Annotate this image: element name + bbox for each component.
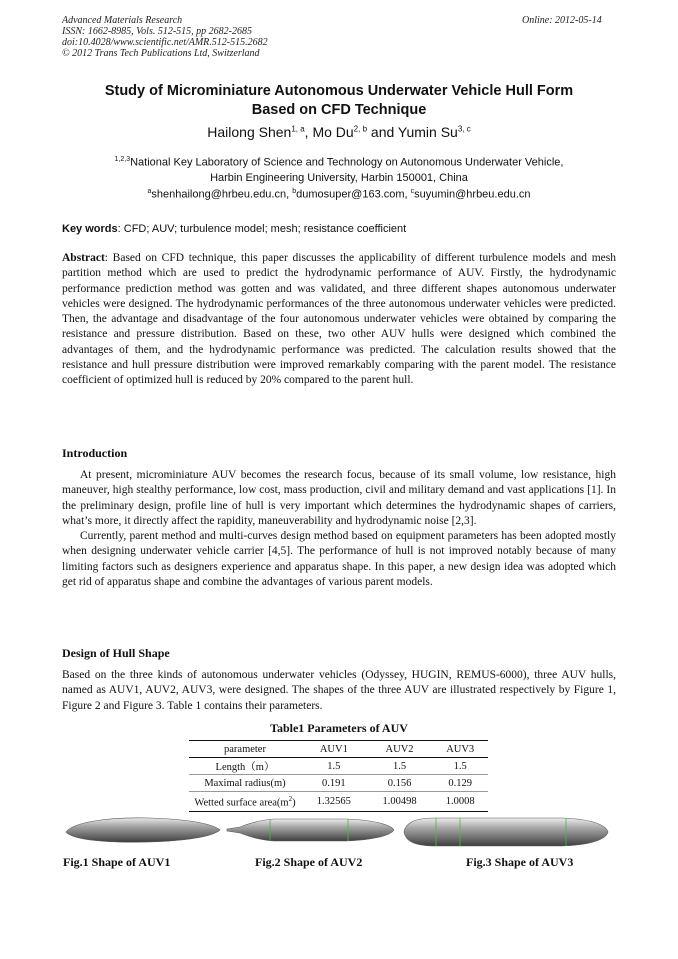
figure-caption: Fig.3 Shape of AUV3: [466, 855, 574, 869]
column-header: AUV1: [301, 741, 367, 758]
table-cell: Length（m）: [189, 758, 301, 775]
introduction-body: [62, 468, 616, 590]
table-cell: Wetted surface $area(m^2)$: [189, 792, 301, 812]
design-heading: Design of Hull Shape: [62, 646, 170, 660]
column-header: AUV3: [432, 741, 488, 758]
issn: ISSN: 1662-8985, Vols. 512-515, pp 2682-2685: [62, 26, 252, 37]
email-link[interactable]: shenhailong@hrbeu.edu.cn,: [151, 188, 290, 201]
paragraph: Currently, parent method and multi-curves design method based on equipment parameters has been adopted mostly when designing underwater vehicle carrier [4,5]. The performance of hull is not improved notably because of many limiting factors such as designers experience and apparatus shape. In this paper, a new design idea was adopted which get rid of apparatus shape and combine the advantages of various parent models.: [62, 530, 616, 589]
table-row: [189, 775, 488, 792]
table-cell: 1.00498: [367, 792, 433, 812]
design-body: Based on the three kinds of autonomous underwater vehicles (Odyssey, HUGIN, REMUS-6000), three AUV hulls, named as AUV1, AUV2, AUV3, were designed. The shapes of the three AUV are illustrated respectively by Figure 1, Figure 2 and Figure 3. Table 1 contains their parameters.: [62, 669, 616, 712]
paper-title: Study of Microminiature Autonomous Underwater Vehicle Hull Form Based on CFD Technique: [104, 83, 574, 118]
online-date: Online: 2012-05-14: [522, 15, 602, 26]
figure-caption: Fig.2 Shape of AUV2: [255, 855, 363, 869]
author-name: Hailong Shen: [207, 124, 292, 140]
keywords: Key words: CFD; AUV; turbulence model; mesh; resistance coefficient: [62, 223, 407, 235]
figure-caption: Fig.1 Shape of AUV1: [63, 855, 171, 869]
table-cell: 1.5: [432, 758, 488, 775]
table-cell: 1.5: [367, 758, 433, 775]
auv2-hull-figure: [226, 812, 396, 848]
table-cell: Maximal radius(m): [189, 775, 301, 792]
paragraph: At present, microminiature AUV becomes the research focus, because of its small volume, low resistance, high maneuver, high stealthy performance, low cost, mass production, civil and military demand and vast applications [1]. In the preliminary design, profile line of hull is very important which determines the hydrodynamic shapes of carriers, what’s more, it directly affect the rapidity, maneuverability and hydrodynamic noise [2,3].: [62, 469, 616, 527]
table-cell: 1.0008: [432, 792, 488, 812]
table-row: [189, 758, 488, 775]
parameters-table: [189, 740, 488, 812]
column-header: parameter: [189, 741, 301, 758]
table-cell: 1.5: [301, 758, 367, 775]
email-link[interactable]: dumosuper@163.com,: [296, 188, 408, 201]
copyright: © 2012 Trans Tech Publications Ltd, Switzerland: [62, 48, 260, 59]
table-title: Table1 Parameters of AUV: [270, 721, 408, 735]
abstract: Abstract: Based on CFD technique, this paper discusses the applicability of different turbulence models and mesh partition method which are used to predict the hydrodynamic performance of AUV. Firstly, the hydrodynamic performance prediction method was gotten and was validated, and three different shapes autonomous underwater vehicles were designed. The hydrodynamic performances of the three autonomous underwater vehicles were predicted. Then, the advantage and disadvantage of the four autonomous underwater vehicles were obtained by comparing the resistance and pressure distribution. Based on these, two other AUV hulls were designed which combined the advantages of them, and the hydrodynamic performance was predicted. The calculation results showed that the resistance and hull pressure distribution were improved remarkably comparing with the parent model. The resistance coefficient of optimized hull is reduced by 20% compared to the parent hull.: [62, 252, 616, 387]
table-cell: 0.129: [432, 775, 488, 792]
author-emails: $^a$shenhailong@hrbeu.edu.cn, $^b$dumosuper@163.com, $^c$suyumin@hrbeu.edu.cn: [147, 188, 531, 201]
auv3-hull-figure: [402, 812, 610, 852]
email-link[interactable]: suyumin@hrbeu.edu.cn: [414, 188, 531, 201]
auv1-hull-figure: [64, 812, 222, 848]
table-cell: 0.156: [367, 775, 433, 792]
author-name: Mo Du: [312, 124, 354, 140]
column-header: AUV2: [367, 741, 433, 758]
doi: doi:10.4028/www.scientific.net/AMR.512-515.2682: [62, 37, 268, 48]
affiliation: $^{1,2,3}$National Key Laboratory of Science and Technology on Autonomous Underwater Vehicle, Harbin Engineering University, Harbin 150001, China: [114, 156, 564, 184]
journal-header: [62, 15, 268, 59]
table-row: [189, 792, 488, 812]
journal-name: Advanced Materials Research: [62, 15, 183, 26]
author-list: Hailong Shen$^{1, a}$, Mo Du$^{2, b}$ and Yumin Su$^{3, c}$: [207, 124, 471, 140]
table-cell: 1.32565: [301, 792, 367, 812]
table-header-row: [189, 741, 488, 758]
author-name: Yumin Su: [397, 124, 458, 140]
introduction-heading: Introduction: [62, 446, 128, 460]
table-cell: 0.191: [301, 775, 367, 792]
